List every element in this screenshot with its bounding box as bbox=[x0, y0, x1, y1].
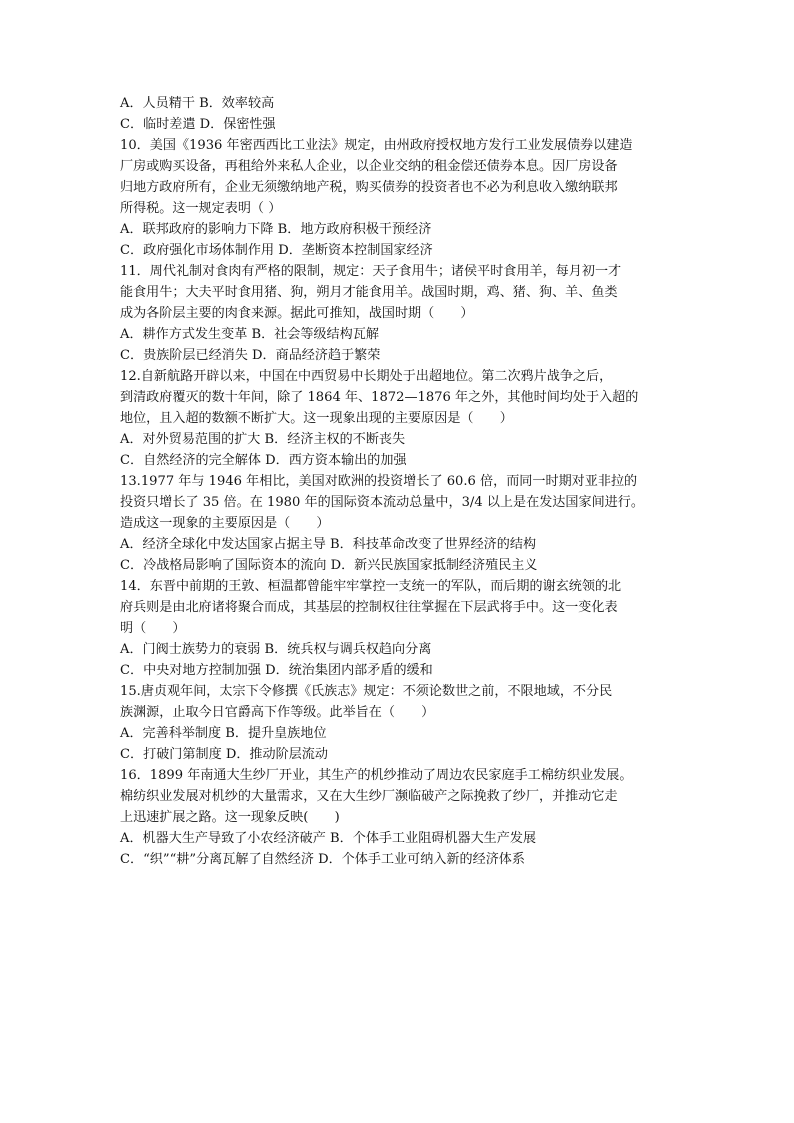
question-11-text: 成为各阶层主要的肉食来源。据此可推知，战国时期（ ） bbox=[120, 306, 474, 321]
question-12-text: 地位，且入超的数额不断扩大。这一现象出现的主要原因是（ ） bbox=[120, 411, 513, 426]
question-14-text: 府兵则是由北府诸将聚合而成，其基层的控制权往往掌握在下层武将手中。这一变化表 bbox=[120, 600, 618, 615]
question-13-text: 投资只增长了 35 倍。在 1980 年的国际资本流动总量中，3/4 以上是在发达国家间进行。 bbox=[120, 495, 644, 510]
question-12-text: 到清政府覆灭的数十年间，除了 1864 年、1872—1876 年之外，其他时间均处于入超的 bbox=[120, 390, 639, 405]
option-line: A．耕作方式发生变革 B．社会等级结构瓦解 bbox=[120, 327, 379, 342]
option-line: A．联邦政府的影响力下降 B．地方政府积极干预经济 bbox=[120, 222, 432, 237]
question-14-text: 14．东晋中前期的王敦、桓温都曾能牢牢掌控一支统一的军队，而后期的谢玄统领的北 bbox=[120, 579, 622, 594]
question-13-text: 造成这一现象的主要原因是（ ） bbox=[120, 516, 330, 531]
question-15-text: 族渊源，止取今日官爵高下作等级。此举旨在（ ） bbox=[120, 705, 435, 720]
question-14-text: 明（ ） bbox=[120, 621, 186, 636]
question-11-text: 能食用牛；大夫平时食用猪、狗，朔月才能食用羊。战国时期，鸡、猪、狗、羊、鱼类 bbox=[120, 285, 618, 300]
question-11-text: 11．周代礼制对食肉有严格的限制，规定：天子食用牛；诸侯平时食用羊，每月初一才 bbox=[120, 264, 622, 279]
option-line: C．自然经济的完全解体 D．西方资本输出的加强 bbox=[120, 453, 407, 468]
option-line: A．门阀士族势力的衰弱 B．统兵权与调兵权趋向分离 bbox=[120, 642, 432, 657]
question-16-text: 16．1899 年南通大生纱厂开业，其生产的机纱推动了周边农民家庭手工棉纺织业发展。 bbox=[120, 768, 633, 783]
question-13-text: 13.1977 年与 1946 年相比，美国对欧洲的投资增长了 60.6 倍，而同一时期对亚非拉的 bbox=[120, 474, 638, 489]
option-line: C．打破门第制度 D．推动阶层流动 bbox=[120, 747, 328, 762]
question-16-text: 棉纺织业发展对机纱的大量需求，又在大生纱厂濒临破产之际挽救了纱厂，并推动它走 bbox=[120, 789, 618, 804]
option-line: C．贵族阶层已经消失 D．商品经济趋于繁荣 bbox=[120, 348, 381, 363]
question-10-text: 归地方政府所有，企业无须缴纳地产税，购买债券的投资者也不必为利息收入缴纳联邦 bbox=[120, 180, 618, 195]
question-10-text: 厂房或购买设备，再租给外来私人企业，以企业交纳的租金偿还债券本息。因厂房设备 bbox=[120, 159, 618, 174]
question-12-text: 12.自新航路开辟以来，中国在中西贸易中长期处于出超地位。第二次鸦片战争之后， bbox=[120, 369, 613, 384]
option-line: A．人员精干 B．效率较高 bbox=[120, 96, 275, 111]
option-line: A．经济全球化中发达国家占据主导 B．科技革命改变了世界经济的结构 bbox=[120, 537, 537, 552]
question-10-text: 所得税。这一规定表明（ ） bbox=[120, 201, 282, 216]
option-line: C．中央对地方控制加强 D．统治集团内部矛盾的缓和 bbox=[120, 663, 433, 678]
option-line: C．“织”“耕”分离瓦解了自然经济 D．个体手工业可纳入新的经济体系 bbox=[120, 852, 525, 867]
document-page bbox=[120, 93, 680, 870]
option-line: C．临时差遣 D．保密性强 bbox=[120, 117, 276, 132]
question-16-text: 上迅速扩展之路。这一现象反映( ) bbox=[120, 810, 340, 825]
option-line: C．政府强化市场体制作用 D．垄断资本控制国家经济 bbox=[120, 243, 433, 258]
option-line: A．完善科举制度 B．提升皇族地位 bbox=[120, 726, 327, 741]
question-10-text: 10．美国《1936 年密西西比工业法》规定，由州政府授权地方发行工业发展债券以建造 bbox=[120, 138, 633, 153]
option-line: A．对外贸易范围的扩大 B．经济主权的不断丧失 bbox=[120, 432, 406, 447]
option-line: A．机器大生产导致了小农经济破产 B．个体手工业阻碍机器大生产发展 bbox=[120, 831, 537, 846]
option-line: C．冷战格局影响了国际资本的流向 D．新兴民族国家抵制经济殖民主义 bbox=[120, 558, 538, 573]
question-15-text: 15.唐贞观年间，太宗下令修撰《氏族志》规定：不须论数世之前，不限地域，不分民 bbox=[120, 684, 613, 699]
